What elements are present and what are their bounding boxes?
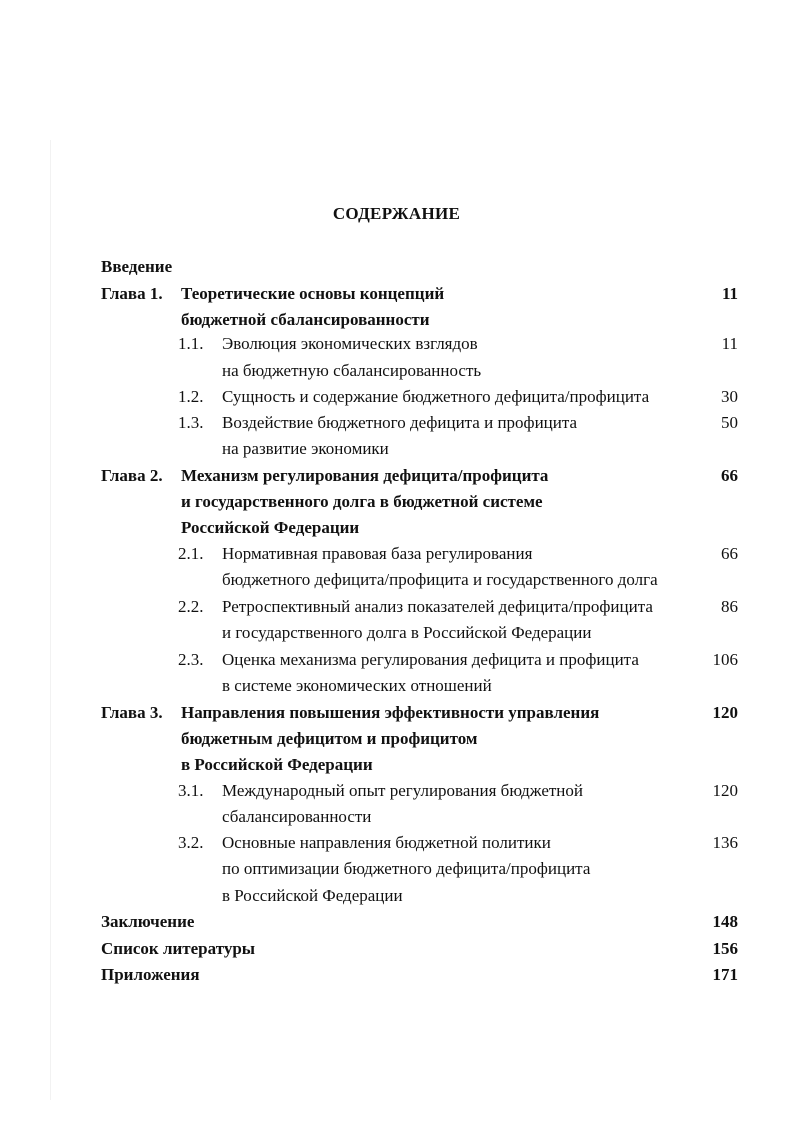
toc-appendices: Приложения bbox=[101, 965, 200, 984]
conclusion-page: 148 bbox=[712, 912, 738, 931]
section-1-1-num: 1.1. bbox=[178, 334, 204, 353]
chapter2-title-line1: Механизм регулирования дефицита/профицита bbox=[181, 466, 549, 485]
section-3-1-line2: сбалансированности bbox=[222, 807, 372, 826]
toc-references: Список литературы bbox=[101, 939, 256, 958]
references-page: 156 bbox=[712, 939, 738, 958]
section-1-2-line1: Сущность и содержание бюджетного дефицита/профицита bbox=[222, 387, 650, 406]
chapter1-title-line2: бюджетной сбалансированности bbox=[181, 310, 430, 329]
section-1-1-page: 11 bbox=[721, 334, 738, 353]
chapter1-page: 11 bbox=[721, 284, 738, 303]
section-1-3-num: 1.3. bbox=[178, 413, 204, 432]
section-3-2-line2: по оптимизации бюджетного дефицита/профицита bbox=[222, 859, 591, 878]
section-3-2-line1: Основные направления бюджетной политики bbox=[222, 833, 551, 852]
appendices-page: 171 bbox=[712, 965, 738, 984]
section-1-1-line2: на бюджетную сбалансированность bbox=[222, 361, 482, 380]
section-2-3-num: 2.3. bbox=[178, 650, 204, 669]
section-3-2-line3: в Российской Федерации bbox=[222, 886, 403, 905]
chapter2-label: Глава 2. bbox=[101, 466, 163, 485]
section-2-1-line2: бюджетного дефицита/профицита и государственного долга bbox=[222, 570, 658, 589]
chapter1-title-line1: Теоретические основы концепций bbox=[181, 284, 445, 303]
section-2-2-num: 2.2. bbox=[178, 597, 204, 616]
section-1-2-num: 1.2. bbox=[178, 387, 204, 406]
section-3-2-num: 3.2. bbox=[178, 833, 204, 852]
section-2-3-line1: Оценка механизма регулирования дефицита и профицита bbox=[222, 650, 639, 669]
chapter3-title-line1: Направления повышения эффективности управления bbox=[181, 703, 600, 722]
section-2-3-line2: в системе экономических отношений bbox=[222, 676, 492, 695]
chapter2-title-line3: Российской Федерации bbox=[181, 518, 360, 537]
section-1-1-line1: Эволюция экономических взглядов bbox=[222, 334, 478, 353]
section-2-1-num: 2.1. bbox=[178, 544, 204, 563]
section-3-1-page: 120 bbox=[712, 781, 738, 800]
section-2-2-line2: и государственного долга в Российской Федерации bbox=[222, 623, 592, 642]
section-3-1-num: 3.1. bbox=[178, 781, 204, 800]
section-1-3-page: 50 bbox=[721, 413, 738, 432]
chapter2-page: 66 bbox=[721, 466, 738, 485]
chapter1-label: Глава 1. bbox=[101, 284, 163, 303]
section-3-1-line1: Международный опыт регулирования бюджетной bbox=[222, 781, 583, 800]
toc-conclusion: Заключение bbox=[101, 912, 195, 931]
section-2-3-page: 106 bbox=[712, 650, 738, 669]
chapter3-title-line3: в Российской Федерации bbox=[181, 755, 373, 774]
chapter2-title-line2: и государственного долга в бюджетной системе bbox=[181, 492, 543, 511]
section-1-3-line1: Воздействие бюджетного дефицита и профицита bbox=[222, 413, 578, 432]
section-3-2-page: 136 bbox=[712, 833, 738, 852]
section-2-1-page: 66 bbox=[721, 544, 738, 563]
scan-edge-line bbox=[50, 140, 51, 1100]
section-2-2-page: 86 bbox=[721, 597, 738, 616]
chapter3-page: 120 bbox=[712, 703, 738, 722]
toc-title: СОДЕРЖАНИЕ bbox=[332, 204, 461, 223]
chapter3-title-line2: бюджетным дефицитом и профицитом bbox=[181, 729, 478, 748]
section-2-1-line1: Нормативная правовая база регулирования bbox=[222, 544, 533, 563]
chapter3-label: Глава 3. bbox=[101, 703, 163, 722]
section-1-3-line2: на развитие экономики bbox=[222, 439, 389, 458]
section-2-2-line1: Ретроспективный анализ показателей дефицита/профицита bbox=[222, 597, 653, 616]
toc-intro: Введение bbox=[101, 257, 173, 276]
section-1-2-page: 30 bbox=[721, 387, 738, 406]
